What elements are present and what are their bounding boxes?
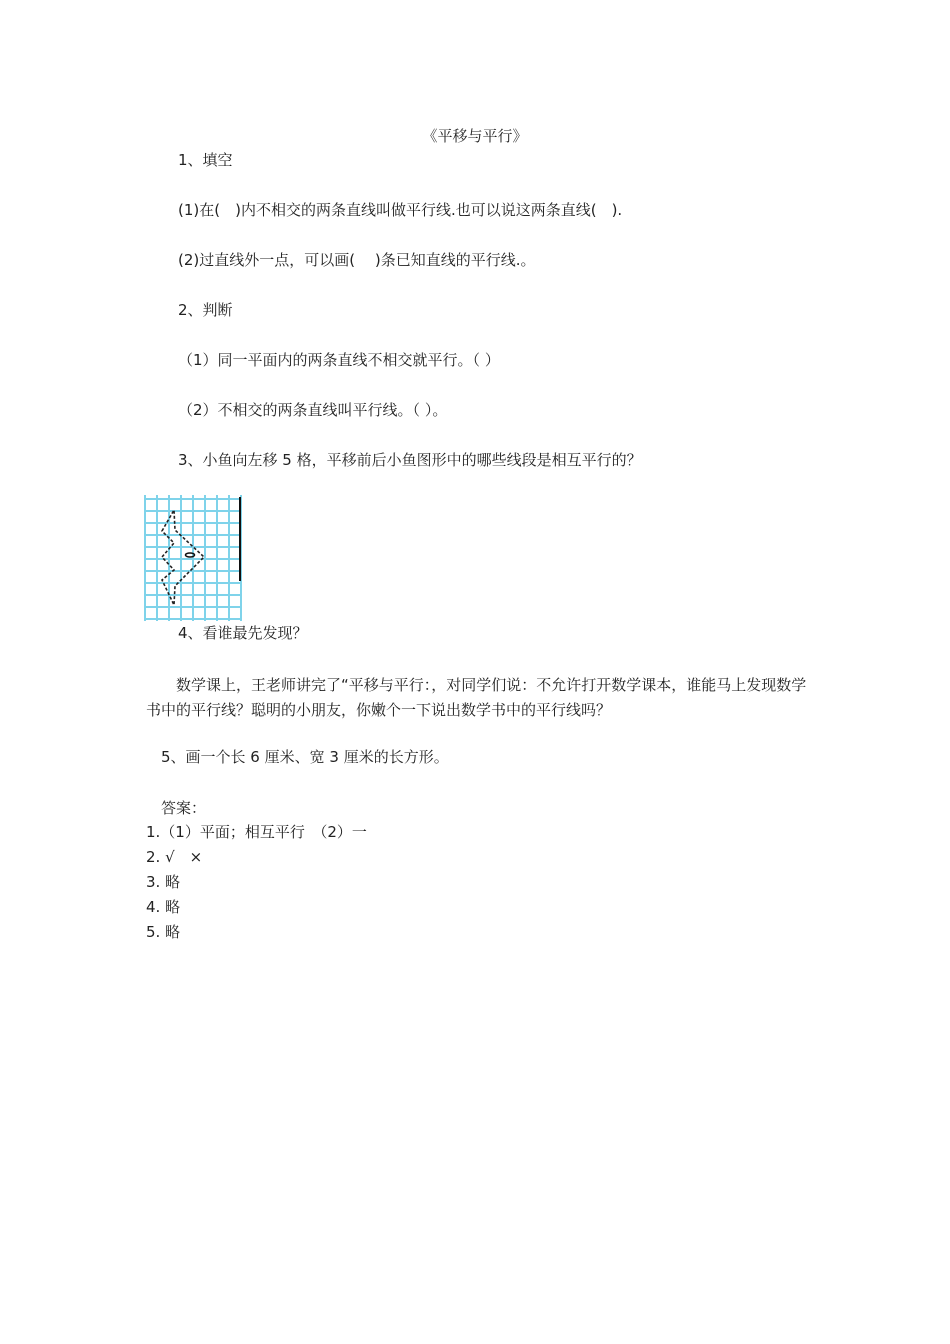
grid-lines — [144, 495, 242, 621]
q2-heading: 2、判断 — [178, 301, 233, 319]
answers-heading: 答案： — [161, 799, 207, 817]
q1-item-2: (2)过直线外一点，可以画( )条已知直线的平行线.。 — [178, 251, 536, 269]
q1-item-1: (1)在( )内不相交的两条直线叫做平行线.也可以说这两条直线( ). — [178, 201, 623, 219]
answer-item: 5. 略 — [146, 923, 181, 941]
q4-paragraph: 数学课上，王老师讲完了“平移与平行：，对同学们说：不允许打开数学课本，谁能马上发现数学书中的平行线？聪明的小朋友，你嫩个一下说出数学书中的平行线吗？ — [146, 676, 807, 719]
q5-heading: 5、画一个长 6 厘米、宽 3 厘米的长方形。 — [161, 748, 449, 766]
document-title: 《平移与平行》 — [422, 127, 528, 145]
q2-item-1: （1）同一平面内的两条直线不相交就平行。（ ） — [178, 351, 500, 369]
q2-item-2: （2）不相交的两条直线叫平行线。（ ）。 — [178, 401, 448, 419]
q3-heading: 3、小鱼向左移 5 格，平移前后小鱼图形中的哪些线段是相互平行的？ — [178, 451, 642, 469]
q1-heading: 1、填空 — [178, 151, 233, 169]
answer-item: 4. 略 — [146, 898, 181, 916]
fish-grid-figure — [144, 495, 242, 621]
q4-heading: 4、看谁最先发现？ — [178, 624, 308, 642]
answer-item: 2. √ × — [146, 848, 203, 866]
answer-item: 3. 略 — [146, 873, 181, 891]
answer-item: 1.（1）平面；相互平行 （2）一 — [146, 823, 367, 841]
